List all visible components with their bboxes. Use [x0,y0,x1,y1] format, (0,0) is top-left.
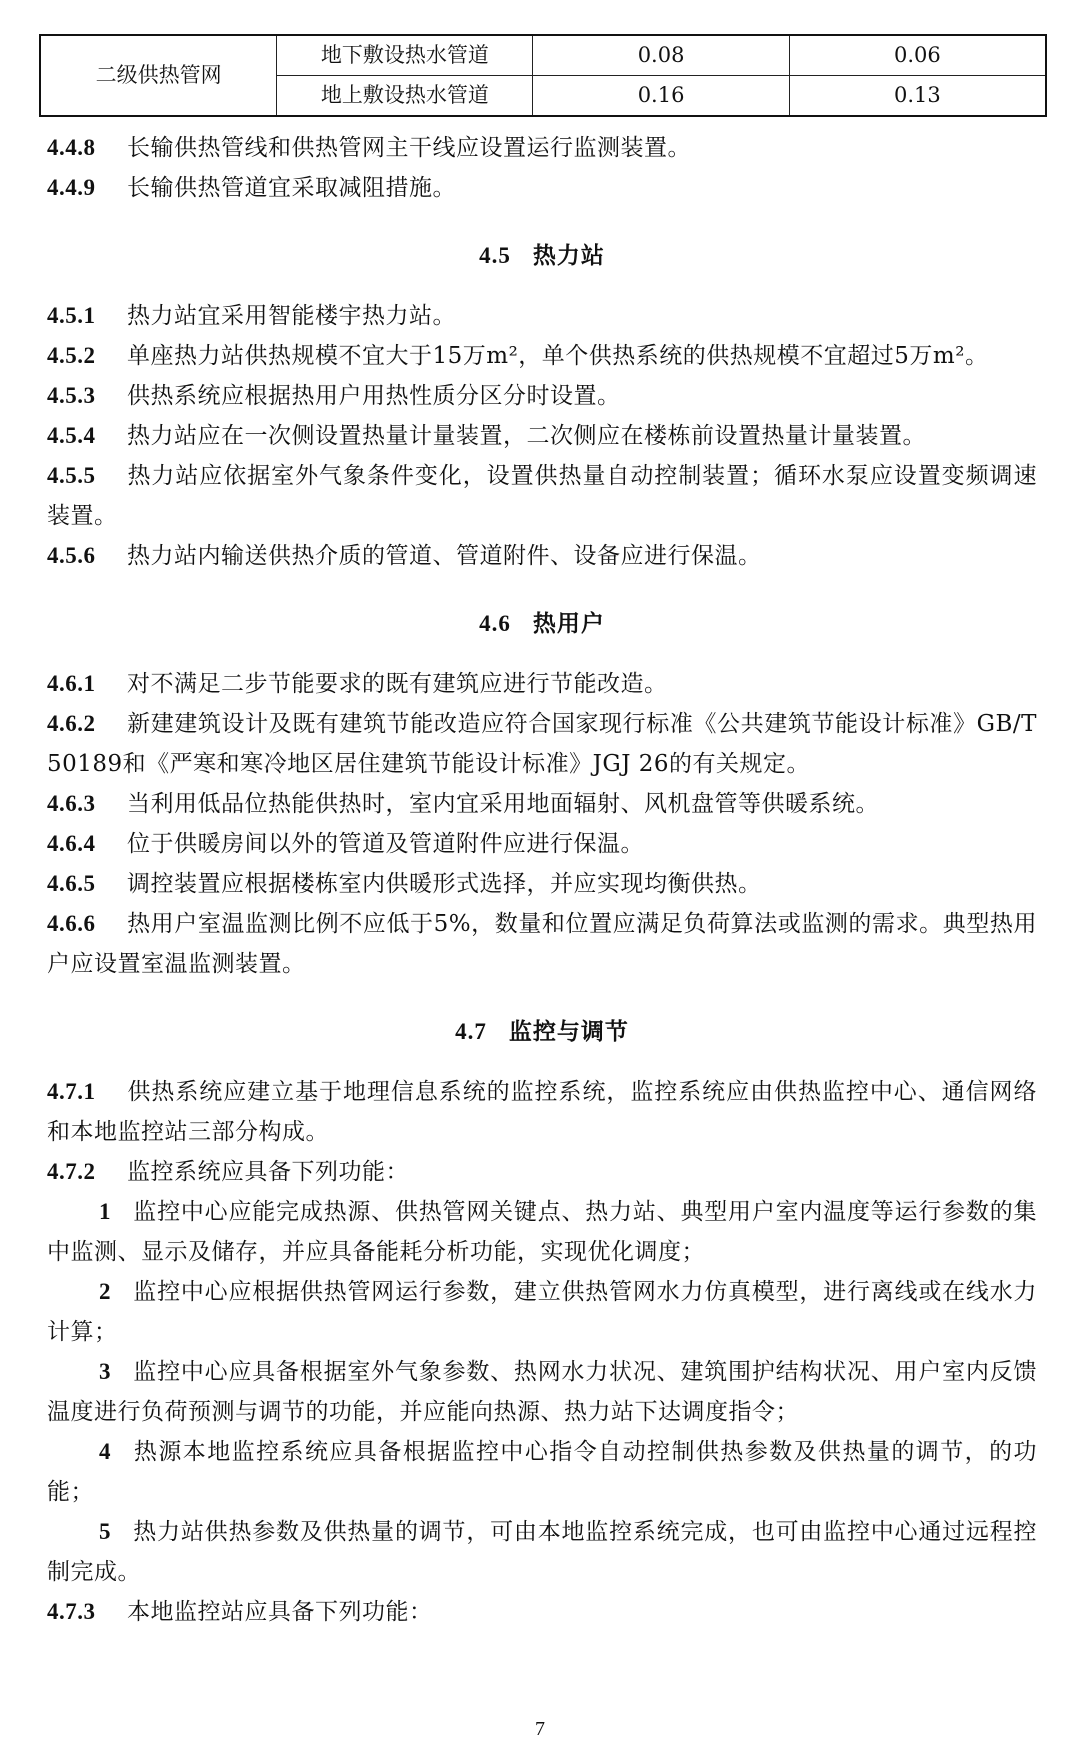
clause-text: 单座热力站供热规模不宜大于15万m²，单个供热系统的供热规模不宜超过5万m²。 [127,343,989,369]
table-cell: 0.06 [789,35,1046,76]
clause-number: 4.6.5 [47,871,96,896]
table-cell: 0.16 [533,76,789,117]
clause-number: 4.5.3 [47,383,96,408]
clause-number: 4.7.3 [47,1599,96,1624]
clause [47,1152,1037,1192]
clause [47,456,1037,536]
clause-number: 4.6.2 [47,711,96,736]
clause-text: 本地监控站应具备下列功能： [127,1599,433,1625]
clause [47,1592,1037,1632]
clause [47,784,1037,824]
clause-number: 4.5.4 [47,423,96,448]
table-cell: 地下敷设热水管道 [277,35,533,76]
item-text: 热力站供热参数及供热量的调节，可由本地监控系统完成，也可由监控中心通过远程控制完成。 [47,1519,1037,1585]
clause-number: 4.6.6 [47,911,96,936]
clause-number: 4.5.5 [47,463,96,488]
item-text: 监控中心应能完成热源、供热管网关键点、热力站、典型用户室内温度等运行参数的集中监测、显示及储存，并应具备能耗分析功能，实现优化调度； [47,1199,1037,1265]
section-heading [47,604,1037,644]
clause [47,664,1037,704]
clause-number: 4.5.1 [47,303,96,328]
table-cell: 0.08 [533,35,789,76]
clause-text: 对不满足二步节能要求的既有建筑应进行节能改造。 [127,671,668,697]
clause-text: 热力站宜采用智能楼宇热力站。 [127,303,456,329]
clause [47,536,1037,576]
clause [47,824,1037,864]
clause-text: 热力站应依据室外气象条件变化，设置供热量自动控制装置；循环水泵应设置变频调速装置。 [47,463,1037,529]
clause-number: 4.5.2 [47,343,96,368]
item-text: 监控中心应根据供热管网运行参数，建立供热管网水力仿真模型，进行离线或在线水力计算； [47,1279,1037,1345]
section-heading [47,1012,1037,1052]
table-cell: 地上敷设热水管道 [277,76,533,117]
clause [47,1072,1037,1152]
table-cell: 0.13 [789,76,1046,117]
list-item [47,1512,1037,1592]
clause-text: 供热系统应建立基于地理信息系统的监控系统，监控系统应由供热监控中心、通信网络和本地监控站三部分构成。 [47,1079,1037,1145]
item-number: 3 [99,1359,111,1384]
clause [47,864,1037,904]
clause-number: 4.4.8 [47,135,96,160]
section-number: 4.7 [455,1019,487,1044]
clause-text: 新建建筑设计及既有建筑节能改造应符合国家现行标准《公共建筑节能设计标准》GB/T 50189和《严寒和寒冷地区居住建筑节能设计标准》JGJ 26的有关规定。 [47,711,1037,777]
clause-text: 热力站应在一次侧设置热量计量装置，二次侧应在楼栋前设置热量计量装置。 [127,423,926,449]
page-number: 7 [535,1718,545,1740]
clause [47,376,1037,416]
clause [47,296,1037,336]
clause-text: 当利用低品位热能供热时，室内宜采用地面辐射、风机盘管等供暖系统。 [127,791,879,817]
clause-text: 监控系统应具备下列功能： [127,1159,409,1185]
clause [47,416,1037,456]
spec-table [39,34,1047,117]
clause-number: 4.7.2 [47,1159,96,1184]
clause-number: 4.7.1 [47,1079,96,1104]
list-item [47,1432,1037,1512]
clause [47,704,1037,784]
clause-text: 供热系统应根据热用户用热性质分区分时设置。 [127,383,621,409]
section-title: 热力站 [532,242,605,269]
section-heading [47,236,1037,276]
clause-text: 热用户室温监测比例不应低于5%，数量和位置应满足负荷算法或监测的需求。典型热用户应设置室温监测装置。 [47,911,1037,977]
clause-number: 4.4.9 [47,175,96,200]
item-number: 4 [99,1439,111,1464]
clause-number: 4.6.3 [47,791,96,816]
clause-text: 位于供暖房间以外的管道及管道附件应进行保温。 [127,831,644,857]
list-item [47,1192,1037,1272]
item-number: 2 [99,1279,111,1304]
clause-text: 长输供热管线和供热管网主干线应设置运行监测装置。 [127,135,691,161]
item-number: 5 [99,1519,111,1544]
clause-number: 4.6.1 [47,671,96,696]
clause-text: 长输供热管道宜采取减阻措施。 [127,175,456,201]
section-number: 4.6 [479,611,511,636]
clause-number: 4.6.4 [47,831,96,856]
clause [47,336,1037,376]
section-number: 4.5 [479,243,511,268]
clause-text: 热力站内输送供热介质的管道、管道附件、设备应进行保温。 [127,543,762,569]
item-text: 热源本地监控系统应具备根据监控中心指令自动控制供热参数及供热量的调节，的功能； [47,1439,1037,1505]
clause-number: 4.5.6 [47,543,96,568]
document-body [47,128,1037,1632]
list-item [47,1272,1037,1352]
section-title: 监控与调节 [508,1018,629,1045]
table-row [40,35,1046,76]
item-text: 监控中心应具备根据室外气象参数、热网水力状况、建筑围护结构状况、用户室内反馈温度进行负荷预测与调节的功能，并应能向热源、热力站下达调度指令； [47,1359,1037,1425]
list-item [47,1352,1037,1432]
section-title: 热用户 [532,610,605,637]
item-number: 1 [99,1199,111,1224]
clause [47,128,1037,168]
clause [47,168,1037,208]
clause [47,904,1037,984]
clause-text: 调控装置应根据楼栋室内供暖形式选择，并应实现均衡供热。 [127,871,762,897]
table-category-cell: 二级供热管网 [40,35,277,116]
